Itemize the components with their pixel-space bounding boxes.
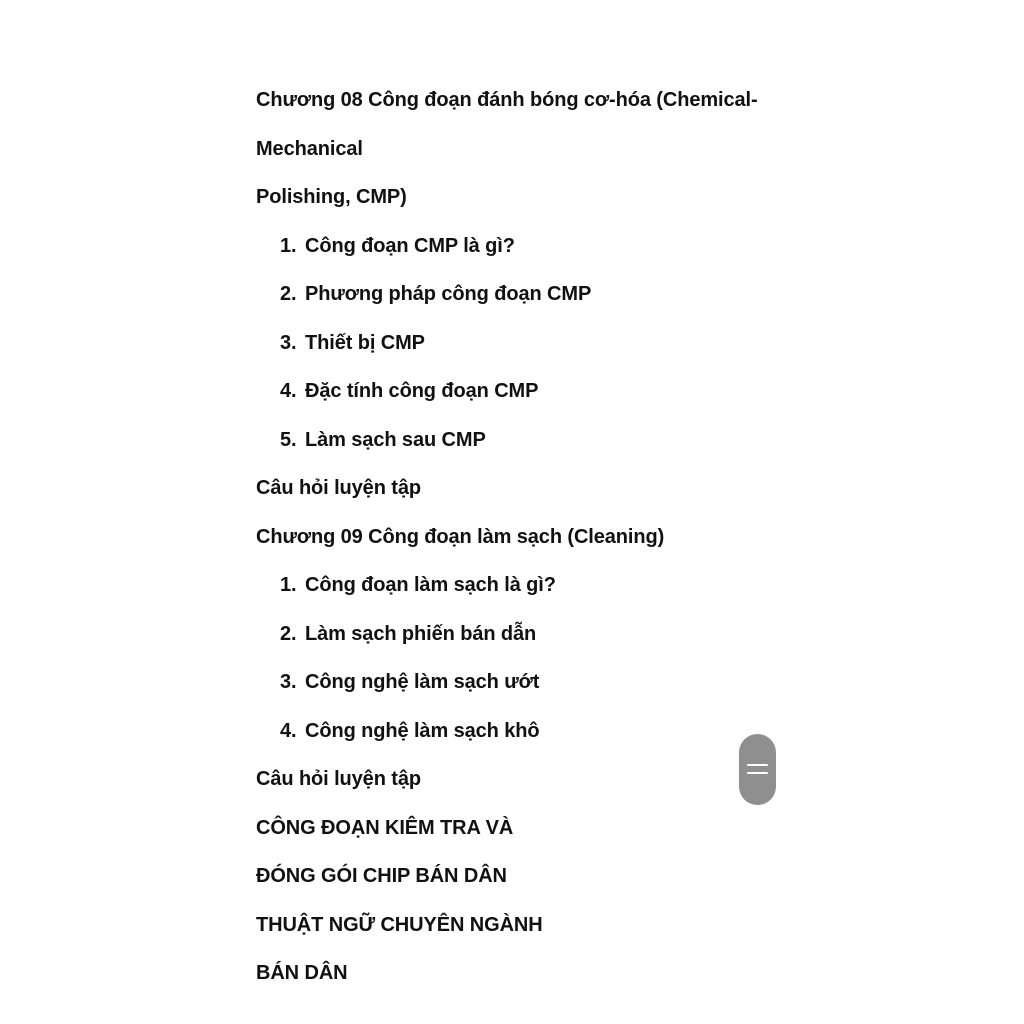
toc-subitem — [256, 658, 816, 707]
toc-heading-testing-packaging-line-1: CÔNG ĐOẠN KIÊM TRA VÀ — [256, 816, 514, 839]
toc-heading-practice-questions: Câu hỏi luyện tập — [256, 768, 421, 790]
toc-subitem-number: 1. — [280, 234, 297, 257]
toc-subitem-number: 3. — [280, 331, 297, 354]
toc-subitem — [256, 561, 816, 610]
toc-heading-testing-packaging-line-2: ĐÓNG GÓI CHIP BÁN DÂN — [256, 865, 507, 887]
toc-subitem-label: Phương pháp công đoạn CMP — [305, 283, 592, 305]
toc-subitem-number: 5. — [280, 428, 297, 451]
toc-subitem — [256, 222, 816, 271]
toc-subitem-number: 1. — [280, 574, 297, 596]
toc-subitem — [256, 270, 816, 319]
toc-heading-chapter-09: Chương 09 Công đoạn làm sạch (Cleaning) — [256, 525, 665, 548]
toc-subitem-label: Công đoạn CMP là gì? — [305, 234, 515, 257]
toc-subitem — [256, 319, 816, 368]
toc-heading-chapter-08-line-1: Chương 08 Công đoạn đánh bóng cơ-hóa (Chemical- — [256, 89, 758, 111]
toc-heading-chapter-08-line-2: Mechanical — [256, 137, 363, 160]
toc-subitem-label: Đặc tính công đoạn CMP — [305, 380, 539, 402]
toc-subitem-label: Làm sạch sau CMP — [305, 428, 486, 451]
toc-heading-terminology-line-1: THUẬT NGỮ CHUYÊN NGÀNH — [256, 913, 543, 936]
toc-subitem-label: Công nghệ làm sạch ướt — [305, 671, 540, 693]
toc-subitem — [256, 610, 816, 659]
toc-subitem-number: 4. — [280, 380, 297, 402]
toc-heading-terminology-line-2: BÁN DÂN — [256, 962, 348, 984]
toc-subitem-number: 2. — [280, 283, 297, 305]
toc-heading-practice-questions: Câu hỏi luyện tập — [256, 477, 421, 499]
toc-subitem-number: 2. — [280, 622, 297, 645]
toc-subitem-label: Công nghệ làm sạch khô — [305, 719, 540, 742]
toc-subitem-label: Thiết bị CMP — [305, 331, 425, 354]
toc-subitem — [256, 416, 816, 465]
toc-subitem-number: 3. — [280, 671, 297, 693]
toc-subitem-label: Làm sạch phiến bán dẫn — [305, 622, 537, 645]
toc-subitem-label: Công đoạn làm sạch là gì? — [305, 574, 556, 596]
toc-heading-chapter-08-line-3: Polishing, CMP) — [256, 186, 407, 208]
toc-subitem — [256, 367, 816, 416]
scroll-handle[interactable] — [739, 734, 776, 805]
table-of-contents — [256, 76, 816, 998]
toc-subitem — [256, 707, 816, 756]
toc-subitem-number: 4. — [280, 719, 297, 742]
